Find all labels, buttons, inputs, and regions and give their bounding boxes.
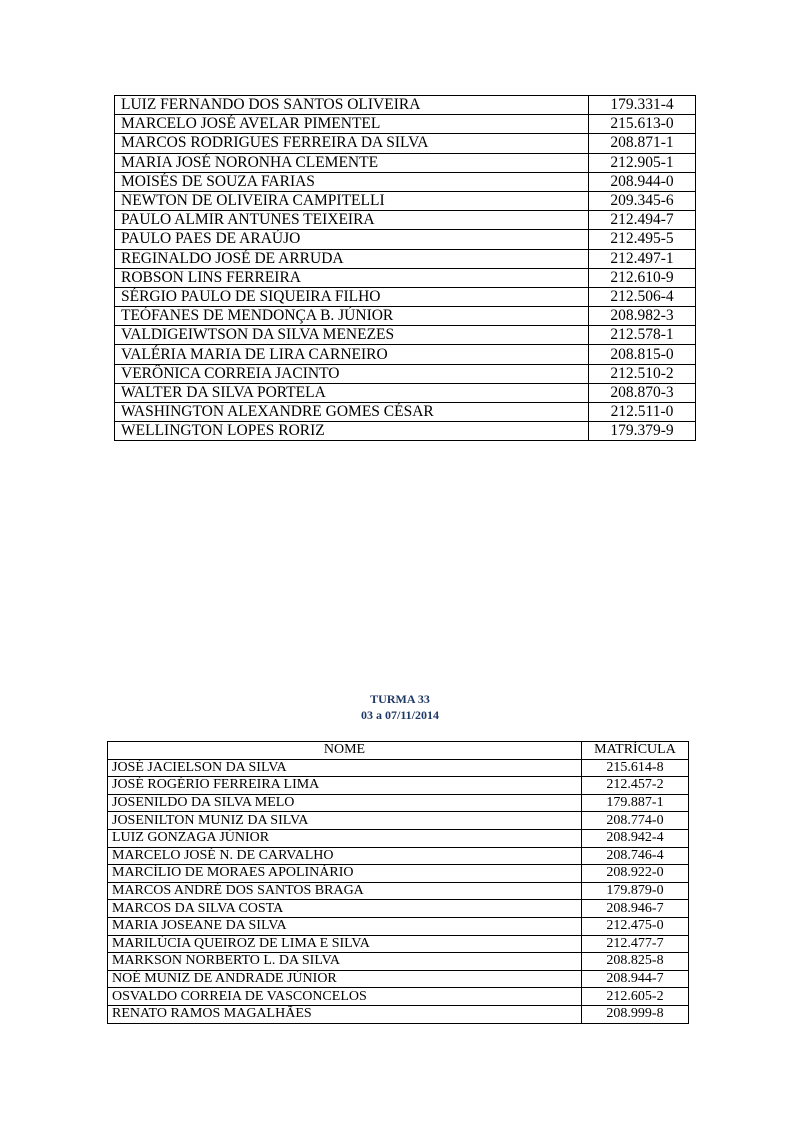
participant-matricula: 212.495-5	[589, 230, 696, 249]
table-row	[115, 307, 696, 326]
participant-matricula: 208.944-7	[582, 970, 689, 988]
participant-matricula: 212.457-2	[582, 777, 689, 795]
participant-matricula: 179.331-4	[589, 96, 696, 115]
participant-name: MARCELO JOSÉ N. DE CARVALHO	[108, 847, 582, 865]
table-row	[108, 759, 689, 777]
participant-matricula: 215.614-8	[582, 759, 689, 777]
turma-33-participants-table	[107, 741, 689, 1024]
header-row	[108, 742, 689, 760]
table-row	[108, 865, 689, 883]
participant-matricula: 208.774-0	[582, 812, 689, 830]
table-row	[115, 115, 696, 134]
participant-matricula: 209.345-6	[589, 191, 696, 210]
participant-matricula: 208.944-0	[589, 172, 696, 191]
participant-name: MARIA JOSÉ NORONHA CLEMENTE	[115, 153, 589, 172]
table-row	[115, 134, 696, 153]
participant-matricula: 212.497-1	[589, 249, 696, 268]
participant-name: MARCOS RODRIGUES FERREIRA DA SILVA	[115, 134, 589, 153]
participant-name: WELLINGTON LOPES RORIZ	[115, 422, 589, 441]
turma-title: TURMA 33	[370, 692, 430, 706]
table-row	[115, 326, 696, 345]
participant-matricula: 212.578-1	[589, 326, 696, 345]
table-row	[115, 96, 696, 115]
participant-name: MARIA JOSEANE DA SILVA	[108, 917, 582, 935]
column-header-matricula: MATRÍCULA	[582, 742, 689, 760]
participant-name: NEWTON DE OLIVEIRA CAMPITELLI	[115, 191, 589, 210]
table2-body	[108, 759, 689, 1023]
participant-matricula: 208.871-1	[589, 134, 696, 153]
participant-matricula: 208.942-4	[582, 829, 689, 847]
participant-name: JOSÉ JACIELSON DA SILVA	[108, 759, 582, 777]
table-row	[108, 812, 689, 830]
table-row	[115, 211, 696, 230]
participant-name: RENATO RAMOS MAGALHÃES	[108, 1005, 582, 1023]
table-row	[115, 249, 696, 268]
participant-matricula: 212.510-2	[589, 364, 696, 383]
table-row	[108, 970, 689, 988]
participant-name: REGINALDO JOSÉ DE ARRUDA	[115, 249, 589, 268]
participant-matricula: 208.746-4	[582, 847, 689, 865]
table-row	[108, 829, 689, 847]
table-row	[108, 847, 689, 865]
participant-name: MARILÚCIA QUEIROZ DE LIMA E SILVA	[108, 935, 582, 953]
table-row	[115, 287, 696, 306]
table-row	[115, 191, 696, 210]
participant-matricula: 208.825-8	[582, 953, 689, 971]
participant-matricula: 179.879-0	[582, 882, 689, 900]
table-row	[108, 794, 689, 812]
participant-matricula: 179.379-9	[589, 422, 696, 441]
participant-name: MARCELO JOSÉ AVELAR PIMENTEL	[115, 115, 589, 134]
table-row	[108, 935, 689, 953]
participant-name: VALÉRIA MARIA DE LIRA CARNEIRO	[115, 345, 589, 364]
participant-name: LUIZ GONZAGA JÚNIOR	[108, 829, 582, 847]
table-row	[108, 900, 689, 918]
table-row	[115, 403, 696, 422]
table-row	[115, 364, 696, 383]
table-row	[115, 230, 696, 249]
table-row	[115, 153, 696, 172]
table1-body	[115, 96, 696, 441]
participant-name: MOISÉS DE SOUZA FARIAS	[115, 172, 589, 191]
participant-name: MARKSON NORBERTO L. DA SILVA	[108, 953, 582, 971]
participant-matricula: 179.887-1	[582, 794, 689, 812]
participant-name: JOSENILDO DA SILVA MELO	[108, 794, 582, 812]
table2-header	[108, 742, 689, 760]
table-row	[115, 383, 696, 402]
participant-name: JOSENILTON MUNIZ DA SILVA	[108, 812, 582, 830]
turma-heading	[0, 691, 800, 723]
participant-name: ROBSON LINS FERREIRA	[115, 268, 589, 287]
participant-matricula: 208.870-3	[589, 383, 696, 402]
participant-matricula: 212.475-0	[582, 917, 689, 935]
participant-matricula: 212.506-4	[589, 287, 696, 306]
participant-matricula: 208.982-3	[589, 307, 696, 326]
participant-name: PAULO ALMIR ANTUNES TEIXEIRA	[115, 211, 589, 230]
participant-matricula: 212.605-2	[582, 988, 689, 1006]
participant-matricula: 212.511-0	[589, 403, 696, 422]
table-row	[115, 422, 696, 441]
participant-name: MARCOS DA SILVA COSTA	[108, 900, 582, 918]
table-row	[108, 917, 689, 935]
participant-matricula: 212.477-7	[582, 935, 689, 953]
participant-matricula: 212.905-1	[589, 153, 696, 172]
participant-name: OSVALDO CORREIA DE VASCONCELOS	[108, 988, 582, 1006]
participant-name: MARCÍLIO DE MORAES APOLINÁRIO	[108, 865, 582, 883]
participant-name: LUIZ FERNANDO DOS SANTOS OLIVEIRA	[115, 96, 589, 115]
participant-name: VALDIGEIWTSON DA SILVA MENEZES	[115, 326, 589, 345]
participant-name: SÉRGIO PAULO DE SIQUEIRA FILHO	[115, 287, 589, 306]
participant-matricula: 208.946-7	[582, 900, 689, 918]
participant-matricula: 208.922-0	[582, 865, 689, 883]
table-row	[108, 953, 689, 971]
participant-matricula: 212.610-9	[589, 268, 696, 287]
participant-name: PAULO PAES DE ARAÚJO	[115, 230, 589, 249]
participant-name: TEÓFANES DE MENDONÇA B. JÚNIOR	[115, 307, 589, 326]
participants-table-continued	[114, 95, 696, 441]
participant-matricula: 212.494-7	[589, 211, 696, 230]
table-row	[108, 1005, 689, 1023]
participant-name: WALTER DA SILVA PORTELA	[115, 383, 589, 402]
column-header-nome: NOME	[108, 742, 582, 760]
participant-name: NOÉ MUNIZ DE ANDRADE JÚNIOR	[108, 970, 582, 988]
participant-matricula: 215.613-0	[589, 115, 696, 134]
participant-name: VERÔNICA CORREIA JACINTO	[115, 364, 589, 383]
table-row	[108, 777, 689, 795]
table-row	[115, 172, 696, 191]
participant-name: JOSÉ ROGÉRIO FERREIRA LIMA	[108, 777, 582, 795]
participant-name: MARCOS ANDRÉ DOS SANTOS BRAGA	[108, 882, 582, 900]
turma-dates: 03 a 07/11/2014	[360, 708, 439, 722]
table-row	[108, 988, 689, 1006]
table-row	[108, 882, 689, 900]
participant-name: WASHINGTON ALEXANDRE GOMES CÉSAR	[115, 403, 589, 422]
participant-matricula: 208.815-0	[589, 345, 696, 364]
table-row	[115, 345, 696, 364]
table-row	[115, 268, 696, 287]
participant-matricula: 208.999-8	[582, 1005, 689, 1023]
